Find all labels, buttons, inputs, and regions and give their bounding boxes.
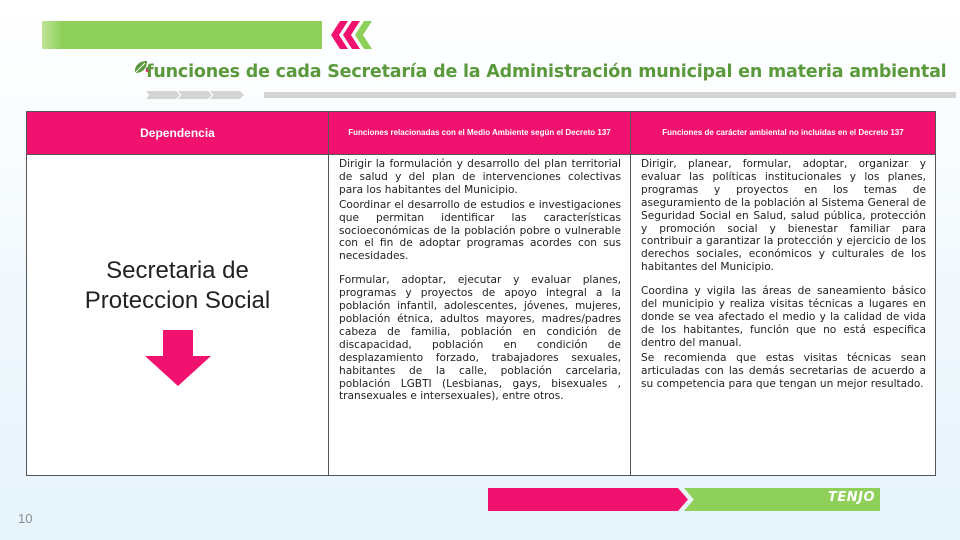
funciones-no-incluidas-cell	[631, 155, 936, 476]
relacionadas-paragraph: Formular, adoptar, ejecutar y evaluar planes, programas y proyectos de apoyo integral a la población infantil, adolescentes, jóvenes, mujeres, población étnica, adultos mayores, madres/padres cabeza de familia, población en condición de discapacidad, población en condición de desplazamiento forzado, trabajadores sexuales, habitantes de la calle, población carcelaria, población LGBTI (Lesbianas, gays, bisexuales , transexuales e intersexuales), entre otros.	[339, 274, 621, 403]
no-incluidas-paragraph: Coordina y vigila las áreas de saneamiento básico del municipio y realiza visitas técnicas a lugares en donde se vea afectado el medio y la calidad de vida de los habitantes, función que no está especifica dentro del manual.	[641, 285, 926, 349]
page-title: funciones de cada Secretaría de la Administración municipal en materia ambiental	[146, 62, 947, 82]
relacionadas-paragraph: Coordinar el desarrollo de estudios e investigaciones que permitan identificar las características socioeconómicas de la población pobre o vulnerable con el fin de adoptar programas acordes con sus necesidades.	[339, 198, 621, 263]
header-funciones-relacionadas: Funciones relacionadas con el Medio Ambiente según el Decreto 137	[329, 112, 631, 155]
table-header-row	[27, 112, 936, 155]
tenjo-logo: TENJO	[828, 490, 876, 505]
table-row	[27, 155, 936, 476]
header-funciones-no-incluidas: Funciones de carácter ambiental no incluidas en el Decreto 137	[631, 112, 936, 155]
top-green-banner	[42, 21, 322, 49]
functions-table	[26, 111, 936, 476]
relacionadas-paragraph: Dirigir la formulación y desarrollo del plan territorial de salud y del plan de intervenciones colectivas para los habitantes del Municipio.	[339, 158, 621, 196]
no-incluidas-paragraph: Se recomienda que estas visitas técnicas sean articuladas con las demás secretarias de acuerdo a su competencia para que tengan un mejor resultado.	[641, 351, 926, 390]
page-number: 10	[18, 511, 33, 526]
dependencia-cell	[27, 155, 329, 476]
arrow-down-icon	[145, 330, 211, 386]
chevron-left-icon	[328, 19, 378, 51]
header-dependencia: Dependencia	[27, 112, 329, 155]
no-incluidas-paragraph: Dirigir, planear, formular, adoptar, organizar y evaluar las políticas institucionales y los planes, programas y proyectos en los temas de aseguramiento de la población al Sistema General de Seguridad Social en Salud, salud pública, protección y promoción social y bienestar familiar para contribuir a garantizar la protección y ejercicio de los derechos sociales, económicos y culturales de los habitantes del Municipio.	[641, 158, 926, 274]
dependencia-name-line2: Proteccion Social	[84, 287, 271, 314]
decorative-divider	[146, 91, 956, 101]
dependencia-name	[27, 256, 328, 316]
dependencia-name-line1: Secretaria de	[106, 257, 249, 284]
footer-pink-banner	[488, 488, 688, 511]
funciones-relacionadas-cell	[329, 155, 631, 476]
